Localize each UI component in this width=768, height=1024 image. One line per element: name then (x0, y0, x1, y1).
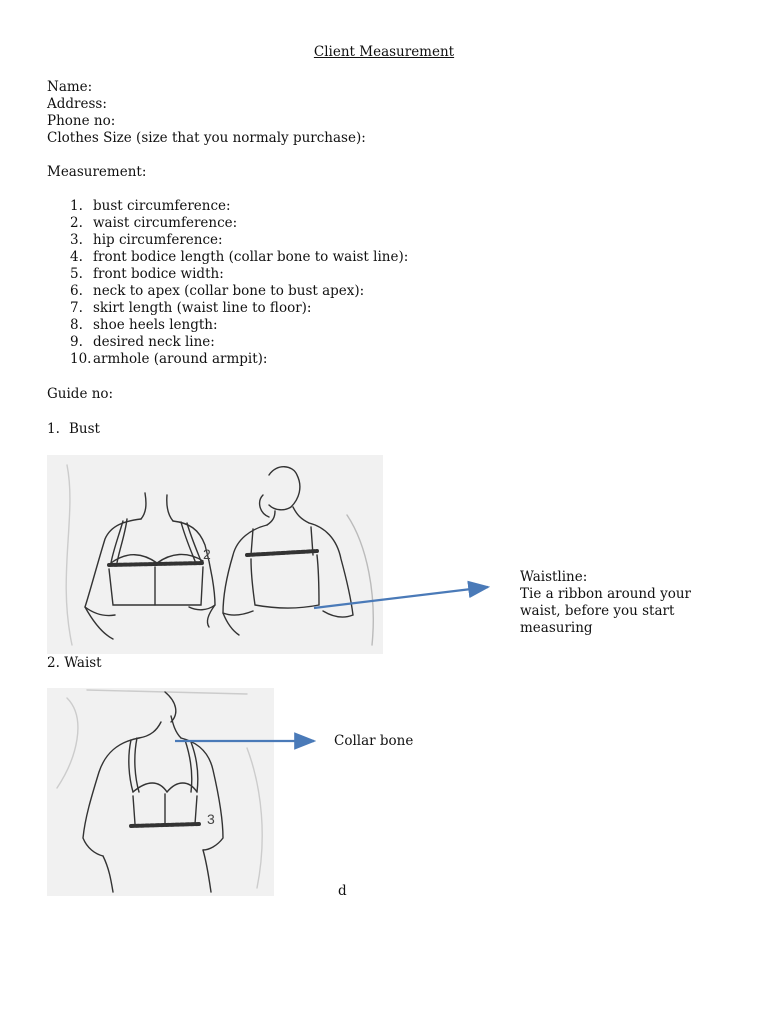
waistline-note-text: Tie a ribbon around your waist, before you start measuring (520, 586, 691, 636)
waistline-arrow (314, 587, 488, 608)
list-item-number: 5. (70, 266, 83, 282)
document-title: Client Measurement (313, 44, 455, 60)
waistline-note-heading: Waistline: (520, 569, 588, 585)
stray-mark: d (338, 883, 347, 899)
list-item-number: 2. (70, 215, 83, 231)
list-item-label: desired neck line: (93, 334, 215, 350)
list-item-label: shoe heels length: (93, 317, 218, 333)
figure-number-label: 3 (207, 811, 215, 827)
list-item-label: neck to apex (collar bone to bust apex): (93, 283, 365, 299)
phone-field-label: Phone no: (47, 113, 116, 129)
guide-number: 2. (47, 655, 60, 671)
list-item-label: waist circumference: (93, 215, 238, 231)
list-item-number: 4. (70, 249, 83, 265)
guide-label: Bust (69, 421, 100, 437)
guide-label: Waist (64, 655, 102, 671)
list-item-number: 7. (70, 300, 83, 316)
list-item-label: hip circumference: (93, 232, 223, 248)
list-item-label: bust circumference: (93, 198, 231, 214)
list-item-number: 3. (70, 232, 83, 248)
list-item-number: 1. (70, 198, 83, 214)
figure-number-label: 2 (203, 546, 211, 562)
list-item-number: 9. (70, 334, 83, 350)
list-item-label: front bodice width: (93, 266, 224, 282)
list-item-number: 10. (70, 351, 92, 367)
collar-bone-note: Collar bone (334, 733, 414, 749)
list-item-label: front bodice length (collar bone to waist line): (93, 249, 409, 265)
measurement-heading: Measurement: (47, 164, 147, 180)
list-item-number: 6. (70, 283, 83, 299)
clothes-size-field-label: Clothes Size (size that you normaly purchase): (47, 130, 366, 146)
waistline-note (520, 569, 700, 637)
list-item-number: 8. (70, 317, 83, 333)
guide-number: 1. (47, 421, 60, 437)
list-item-label: skirt length (waist line to floor): (93, 300, 312, 316)
name-field-label: Name: (47, 79, 93, 95)
guide-heading: Guide no: (47, 386, 114, 402)
address-field-label: Address: (47, 96, 107, 112)
list-item-label: armhole (around armpit): (93, 351, 268, 367)
